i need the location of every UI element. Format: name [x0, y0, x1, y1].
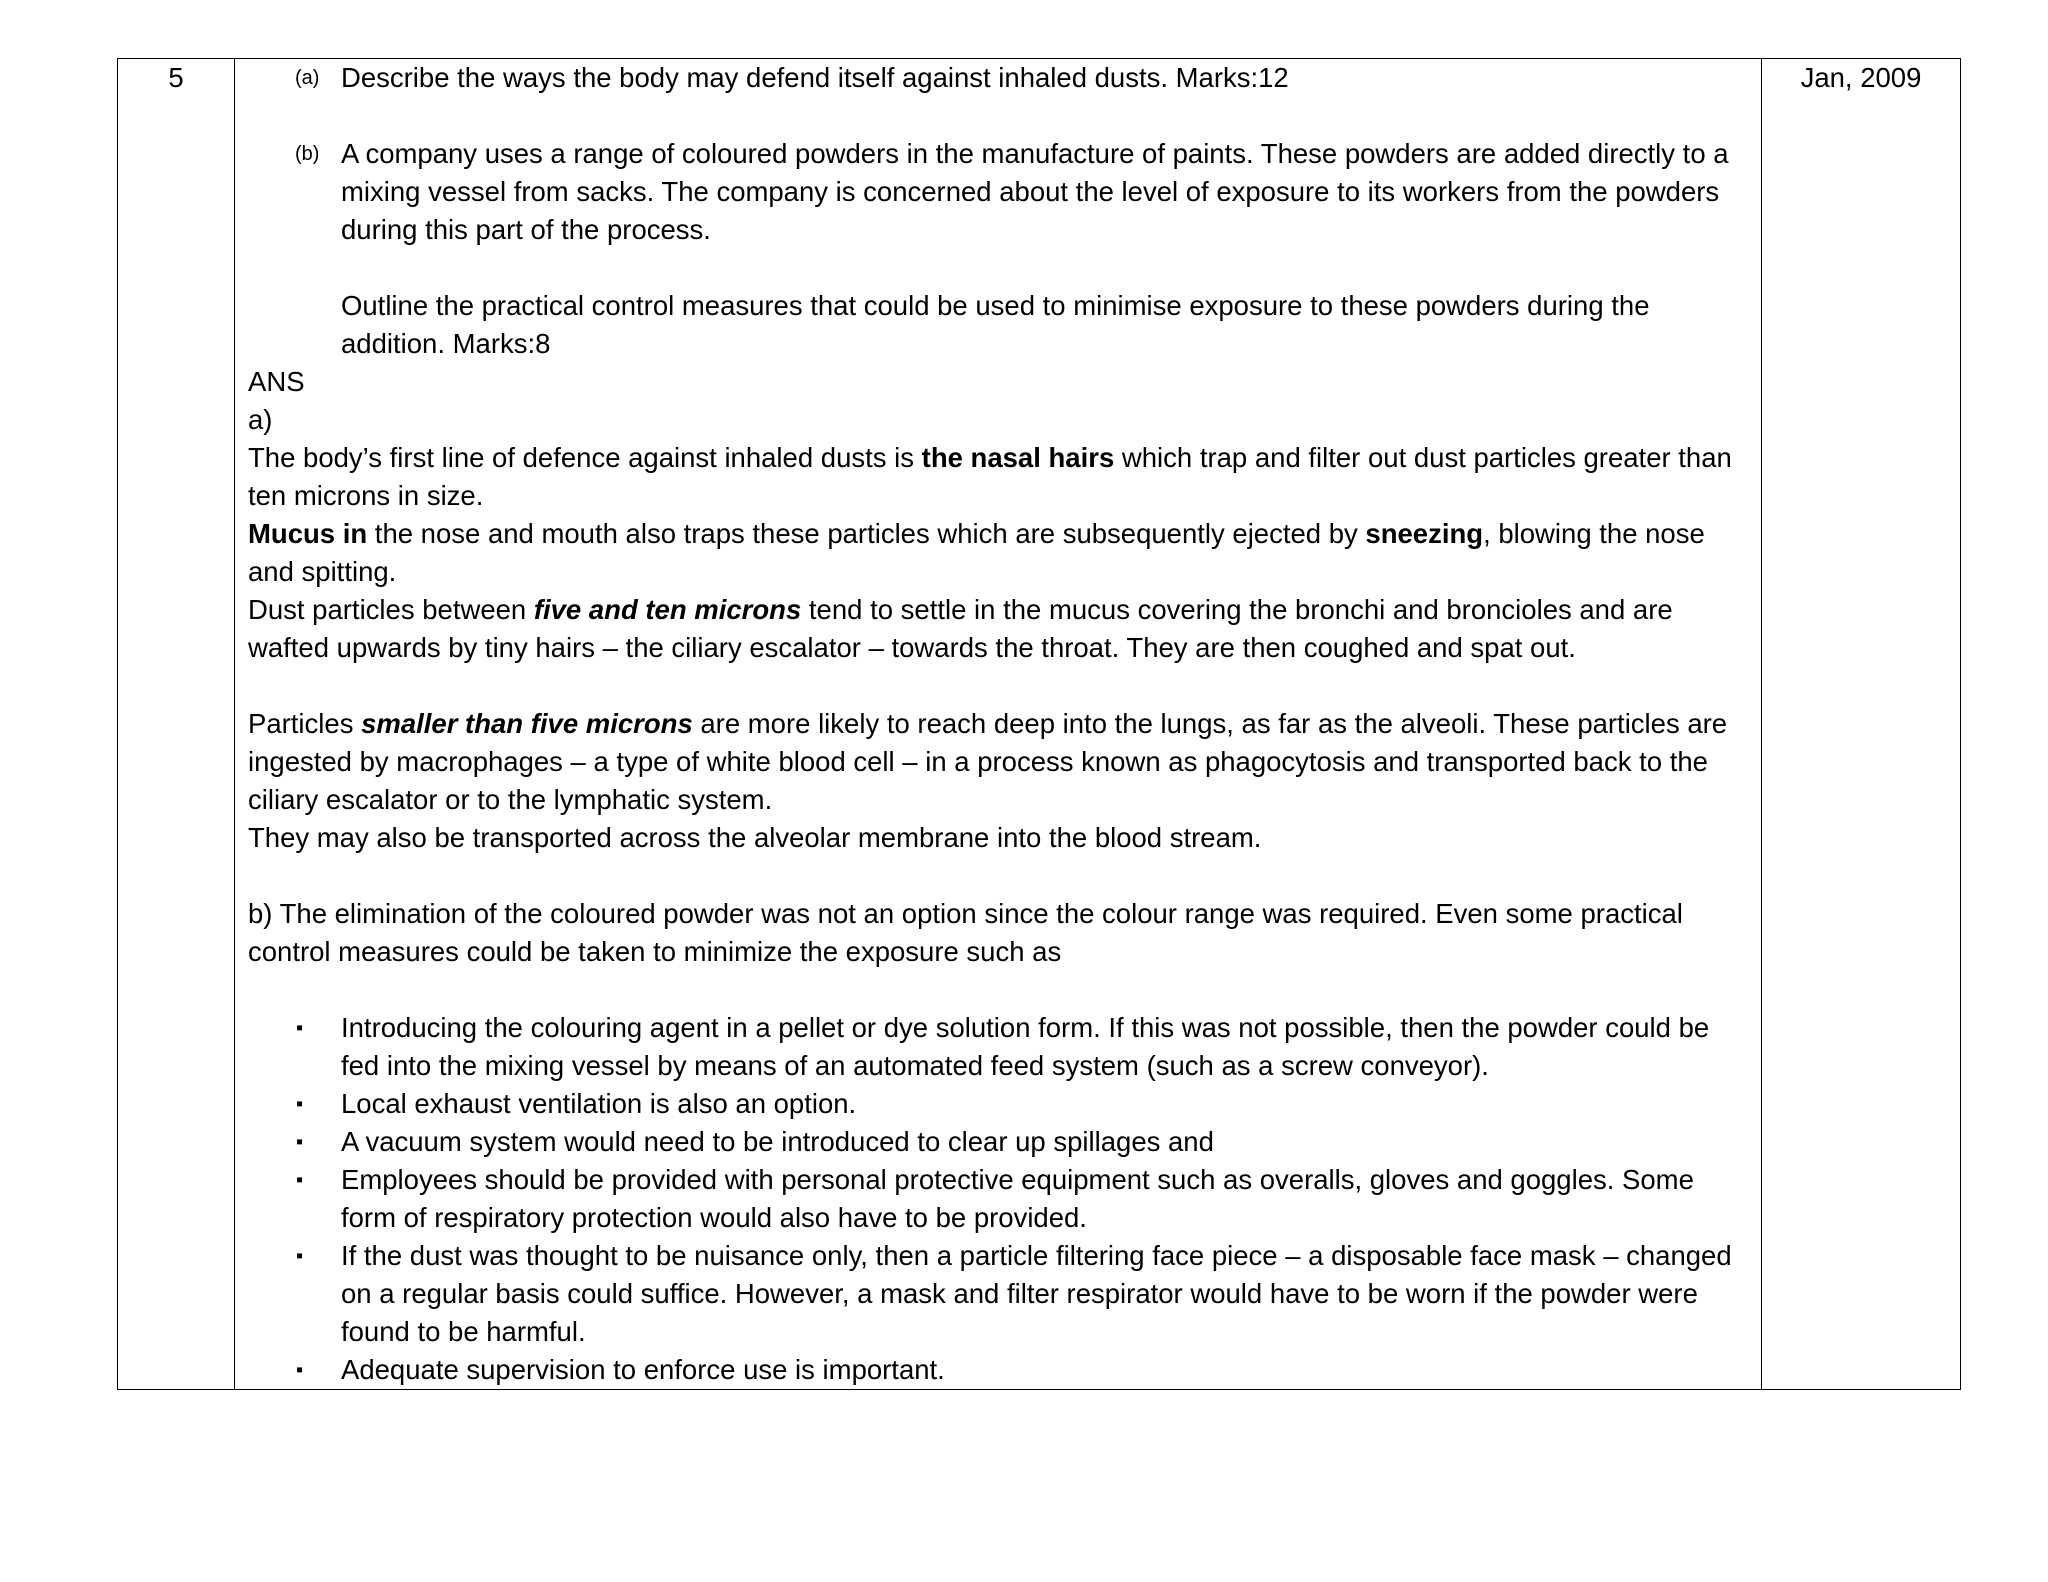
- question-answer-table: [117, 58, 1961, 1390]
- question-number: 5: [118, 59, 235, 1390]
- answer-paragraph-1: The body’s first line of defence against inhaled dusts is the nasal hairs which trap and filter out dust particles greater than ten microns in size.: [248, 442, 1732, 511]
- bold-term: the nasal hairs: [921, 442, 1115, 473]
- question-b-text: A company uses a range of coloured powders in the manufacture of paints. These powders are added directly to a mixing vessel from sacks. The company is concerned about the level of exposure to its workers from the powders during this part of the process.: [341, 138, 1729, 245]
- answer-b-intro: b) The elimination of the coloured powder was not an option since the colour range was required. Even some practical control measures could be taken to minimize the exposure such as: [248, 898, 1683, 967]
- question-b-label: (b): [295, 143, 320, 165]
- question-a-text: Describe the ways the body may defend itself against inhaled dusts. Marks:12: [341, 62, 1289, 93]
- bullet-icon: ▪: [296, 1131, 304, 1153]
- answer-paragraph-5: They may also be transported across the alveolar membrane into the blood stream.: [248, 822, 1262, 853]
- list-item: ▪ Adequate supervision to enforce use is important.: [248, 1351, 1745, 1389]
- answer-paragraph-2: Mucus in the nose and mouth also traps these particles which are subsequently ejected by sneezing, blowing the nose and spitting.: [248, 518, 1705, 587]
- bold-italic-term: smaller than five microns: [361, 708, 693, 739]
- bullet-icon: ▪: [296, 1093, 304, 1115]
- question-a: [248, 59, 1745, 97]
- bullet-icon: ▪: [296, 1245, 304, 1267]
- question-content-cell: [235, 59, 1762, 1390]
- bold-term: sneezing: [1365, 518, 1484, 549]
- answer-paragraph-3: Dust particles between five and ten microns tend to settle in the mucus covering the bronchi and broncioles and are wafted upwards by tiny hairs – the ciliary escalator – towards the throat. They are then coughed and spat out.: [248, 594, 1673, 663]
- table-row: [118, 59, 1961, 1390]
- bullet-icon: ▪: [296, 1359, 304, 1381]
- question-b-text-2: Outline the practical control measures that could be used to minimise exposure to these powders during the addition. Marks:8: [341, 290, 1650, 359]
- bold-italic-term: five and ten microns: [533, 594, 802, 625]
- list-item: ▪ Introducing the colouring agent in a pellet or dye solution form. If this was not possible, then the powder could be fed into the mixing vessel by means of an automated feed system (such as a screw conveyor).: [248, 1009, 1745, 1085]
- answer-paragraph-4: Particles smaller than five microns are more likely to reach deep into the lungs, as far as the alveoli. These particles are ingested by macrophages – a type of white blood cell – in a process known as phagocytosis and transported back to the ciliary escalator or to the lymphatic system.: [248, 708, 1728, 815]
- list-item: ▪ Employees should be provided with personal protective equipment such as overalls, gloves and goggles. Some form of respiratory protection would also have to be provided.: [248, 1161, 1745, 1237]
- exam-date: Jan, 2009: [1762, 59, 1961, 1390]
- list-item: ▪ A vacuum system would need to be introduced to clear up spillages and: [248, 1123, 1745, 1161]
- bold-term: Mucus in: [248, 518, 368, 549]
- list-item: ▪ Local exhaust ventilation is also an option.: [248, 1085, 1745, 1123]
- list-item: ▪ If the dust was thought to be nuisance only, then a particle filtering face piece – a disposable face mask – changed on a regular basis could suffice. However, a mask and filter respirator would have to be worn if the powder were found to be harmful.: [248, 1237, 1745, 1351]
- bullet-icon: ▪: [296, 1169, 304, 1191]
- question-a-label: (a): [295, 67, 320, 89]
- question-b: [248, 135, 1745, 249]
- control-measures-list: [248, 1009, 1745, 1389]
- answer-a-heading: a): [248, 404, 273, 435]
- answer-heading: ANS: [248, 366, 305, 397]
- bullet-icon: ▪: [296, 1017, 304, 1039]
